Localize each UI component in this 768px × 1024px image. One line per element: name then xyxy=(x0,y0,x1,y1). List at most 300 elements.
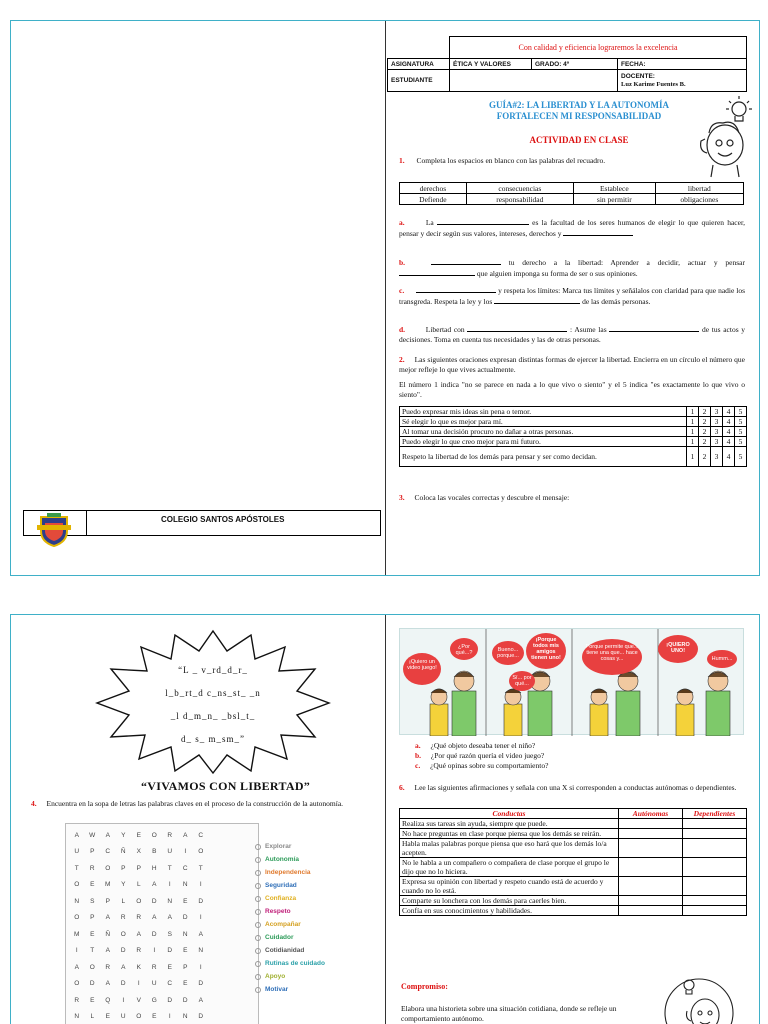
rating-option[interactable]: 1 xyxy=(687,407,699,417)
q1-item-d xyxy=(399,324,745,344)
word-search-letter[interactable]: D xyxy=(89,980,95,988)
rating-option[interactable]: 2 xyxy=(699,427,711,437)
checkbox-circle-icon[interactable] xyxy=(255,896,261,902)
word-search-letter[interactable]: A xyxy=(136,930,141,938)
word-search-letter[interactable]: S xyxy=(90,897,95,905)
word-search-row xyxy=(69,844,255,861)
keyword-label: Independencia xyxy=(265,869,311,876)
q5-item-b xyxy=(415,751,735,761)
conduct-statement: Habla malas palabras porque piensa que eso hará que los demás lo/a acepten. xyxy=(400,839,619,858)
word-search-letter[interactable]: P xyxy=(105,897,110,905)
autonomous-checkbox-cell[interactable] xyxy=(619,858,683,877)
rating-row xyxy=(400,407,747,417)
keyword-label: Acompañar xyxy=(265,921,301,928)
guide-title-line-1: GUÍA#2: LA LIBERTAD Y LA AUTONOMÍA xyxy=(489,100,669,110)
word-search-letter[interactable]: A xyxy=(183,831,188,839)
word-search-letter[interactable]: I xyxy=(184,848,187,856)
word-search-letter[interactable]: O xyxy=(74,881,80,889)
dependent-checkbox-cell[interactable] xyxy=(683,877,747,896)
word-search-letter[interactable]: R xyxy=(74,996,80,1004)
word-search-letter[interactable]: E xyxy=(183,980,188,988)
autonomous-checkbox-cell[interactable] xyxy=(619,877,683,896)
word-search-letter[interactable]: A xyxy=(152,881,157,889)
keyword-label: Respeto xyxy=(265,908,291,915)
q6-prompt-text: Lee las siguientes afirmaciones y señala con una X si corresponden a conductas autónomas o dependientes. xyxy=(414,783,737,792)
keyword-item xyxy=(255,879,325,892)
rating-option[interactable]: 4 xyxy=(723,417,735,427)
word-search-letter[interactable]: C xyxy=(198,831,204,839)
dependent-checkbox-cell[interactable] xyxy=(683,839,747,858)
vowel-puzzle-line-2: l_b_rt_d c_ns_st_ _n xyxy=(165,688,261,698)
word-search-letter[interactable]: P xyxy=(136,864,141,872)
word-search-row xyxy=(69,827,255,844)
word-search-letter[interactable]: D xyxy=(120,980,126,988)
word-search-letter[interactable]: A xyxy=(152,914,157,922)
q5-a-letter: a. xyxy=(415,741,421,750)
word-search-letter[interactable]: W xyxy=(89,831,96,839)
checkbox-circle-icon[interactable] xyxy=(255,909,261,915)
word-search-letter[interactable]: M xyxy=(105,881,111,889)
word-search-letter[interactable]: N xyxy=(198,947,204,955)
blank-field[interactable] xyxy=(563,228,633,236)
rating-statement: Al tomar una decisión procuro no dañar a otras personas. xyxy=(400,427,687,437)
rating-option[interactable]: 2 xyxy=(699,437,711,447)
word-search-letter[interactable]: R xyxy=(136,914,142,922)
checkbox-circle-icon[interactable] xyxy=(255,961,261,967)
word-search-letter[interactable]: U xyxy=(120,1013,126,1021)
word-search-letter[interactable]: O xyxy=(198,848,204,856)
word-search-letter[interactable]: O xyxy=(74,980,80,988)
conduct-row xyxy=(400,877,747,896)
q5-b-letter: b. xyxy=(415,751,422,760)
q1-c-text-2: de las demás personas. xyxy=(582,296,651,306)
rating-statement: Puedo expresar mis ideas sin pena o temor. xyxy=(400,407,687,417)
word-search-letter[interactable]: R xyxy=(105,963,111,971)
q1-d-text-2: : Asume las xyxy=(570,325,607,334)
word-search-row xyxy=(69,877,255,894)
word-search-letter[interactable]: O xyxy=(105,864,111,872)
word-search-letter[interactable]: Y xyxy=(121,831,126,839)
word-search-letter[interactable]: T xyxy=(90,947,95,955)
keyword-label: Rutinas de cuidado xyxy=(265,960,325,967)
rating-option[interactable]: 1 xyxy=(687,427,699,437)
rating-option[interactable]: 4 xyxy=(723,427,735,437)
rating-statement: Puedo elegir lo que creo mejor para mi futuro. xyxy=(400,437,687,447)
word-search-letter[interactable]: U xyxy=(151,980,157,988)
word-search-row xyxy=(69,976,255,993)
q1-prompt-text: Completa los espacios en blanco con las palabras del recuadro. xyxy=(416,156,606,165)
word-search-letter[interactable]: A xyxy=(198,996,203,1004)
keyword-item xyxy=(255,905,325,918)
keyword-item xyxy=(255,944,325,957)
rating-option[interactable]: 5 xyxy=(735,417,747,427)
footer-separator xyxy=(86,511,87,535)
rating-option[interactable]: 4 xyxy=(723,447,735,467)
word-search-letter[interactable]: E xyxy=(183,897,188,905)
blank-field[interactable] xyxy=(399,268,475,276)
word-search-letter[interactable]: A xyxy=(105,914,110,922)
checkbox-circle-icon[interactable] xyxy=(255,870,261,876)
q1-item-b xyxy=(399,257,745,278)
blank-field[interactable] xyxy=(437,217,529,225)
word-search-row xyxy=(69,926,255,943)
word-search-letter[interactable]: N xyxy=(182,881,188,889)
subject-value: ÉTICA Y VALORES xyxy=(450,59,532,70)
word-search-letter[interactable]: R xyxy=(151,963,157,971)
word-search-letter[interactable]: D xyxy=(167,947,173,955)
self-rating-table xyxy=(399,406,747,467)
comic-bubble: ¡Porque todos mis amigos tienen uno! xyxy=(531,637,561,661)
word-search-letter[interactable]: N xyxy=(74,1013,80,1021)
q1-d-text-1: Libertad con xyxy=(425,325,465,334)
word-search-letter[interactable]: R xyxy=(89,864,95,872)
keyword-label: Motivar xyxy=(265,986,289,993)
q2-note: El número 1 indica "no se parece en nada a lo que vivo o siento" y el 5 indica "es exactamente lo que vivo o siento". xyxy=(399,380,745,399)
word-search-letter[interactable]: I xyxy=(153,947,156,955)
word-search-row xyxy=(69,943,255,960)
q1-b-text-2: que alguien imponga su forma de ser o sus opiniones. xyxy=(476,268,638,278)
starburst-frame-icon xyxy=(93,629,333,775)
rating-option[interactable]: 5 xyxy=(735,407,747,417)
conduct-row xyxy=(400,896,747,906)
word-search-letter[interactable]: N xyxy=(182,1013,188,1021)
blank-field[interactable] xyxy=(467,324,567,332)
word-search-letter[interactable]: T xyxy=(74,864,79,872)
conduct-statement: No hace preguntas en clase porque piensa que los demás se reirán. xyxy=(400,829,619,839)
blank-field[interactable] xyxy=(431,257,501,265)
q2-number: 2. xyxy=(399,355,405,364)
word-search-letter[interactable]: P xyxy=(90,848,95,856)
word-search-letter[interactable]: P xyxy=(121,864,126,872)
word-bank-cell: obligaciones xyxy=(655,194,743,205)
checkbox-circle-icon[interactable] xyxy=(255,857,261,863)
q1-d-letter: d. xyxy=(399,325,406,334)
rating-option[interactable]: 4 xyxy=(723,437,735,447)
activity-title: ACTIVIDAD EN CLASE xyxy=(529,135,629,145)
q5-item-a xyxy=(415,741,735,751)
word-search-letter[interactable]: L xyxy=(121,897,126,905)
word-bank-cell: sin permitir xyxy=(573,194,655,205)
word-search-letter[interactable]: D xyxy=(120,947,126,955)
word-search-letter[interactable]: U xyxy=(74,848,80,856)
q3-prompt xyxy=(399,493,745,503)
keyword-item xyxy=(255,892,325,905)
word-search-letter[interactable]: O xyxy=(89,963,95,971)
q1-a-text-1: La xyxy=(425,218,434,227)
rating-option[interactable]: 3 xyxy=(711,447,723,467)
rating-option[interactable]: 1 xyxy=(687,437,699,447)
rating-option[interactable]: 3 xyxy=(711,437,723,447)
word-search-letter[interactable]: E xyxy=(136,831,141,839)
rating-option[interactable]: 5 xyxy=(735,447,747,467)
word-search-letter[interactable]: A xyxy=(121,963,126,971)
word-search-letter[interactable]: C xyxy=(105,848,111,856)
autonomous-checkbox-cell[interactable] xyxy=(619,906,683,916)
comic-bubble: Porque permite que... tiene una que... hace cosas y... xyxy=(585,644,639,662)
q5-a-text: ¿Qué objeto deseaba tener el niño? xyxy=(430,741,536,750)
keyword-label: Autonomía xyxy=(265,856,299,863)
checkbox-circle-icon[interactable] xyxy=(255,844,261,850)
keyword-item xyxy=(255,983,325,996)
word-search-letter[interactable]: D xyxy=(198,897,204,905)
word-search-letter[interactable]: D xyxy=(151,897,157,905)
word-search-letter[interactable]: Y xyxy=(121,881,126,889)
q1-b-letter: b. xyxy=(399,258,406,267)
q1-item-a xyxy=(399,217,745,238)
comic-strip xyxy=(399,628,744,735)
word-search-letter[interactable]: E xyxy=(183,947,188,955)
dependent-col-header: Dependientes xyxy=(683,809,747,819)
autonomous-checkbox-cell[interactable] xyxy=(619,839,683,858)
checkbox-circle-icon[interactable] xyxy=(255,987,261,993)
word-search-letter[interactable]: T xyxy=(167,864,172,872)
school-name: COLEGIO SANTOS APÓSTOLES xyxy=(161,515,285,524)
word-search-grid[interactable] xyxy=(69,827,255,1024)
rating-option[interactable]: 4 xyxy=(723,407,735,417)
word-search-letter[interactable]: L xyxy=(90,1013,95,1021)
word-search-letter[interactable]: D xyxy=(182,996,188,1004)
teacher-name: Luz Karime Fuentes B. xyxy=(621,80,686,88)
conduct-row xyxy=(400,858,747,877)
word-search-letter[interactable]: E xyxy=(90,930,95,938)
q1-number: 1. xyxy=(399,156,405,165)
rating-row xyxy=(400,417,747,427)
conduct-row xyxy=(400,839,747,858)
word-bank-cell: consecuencias xyxy=(466,183,573,194)
rating-row xyxy=(400,447,747,467)
blank-field[interactable] xyxy=(416,285,496,293)
guide-title xyxy=(429,100,729,122)
rating-option[interactable]: 3 xyxy=(711,417,723,427)
conduct-statement: Comparte su lonchera con los demás para caerles bien. xyxy=(400,896,619,906)
conduct-row xyxy=(400,819,747,829)
word-search-letter[interactable]: A xyxy=(167,914,172,922)
word-search-letter[interactable]: I xyxy=(168,1013,171,1021)
rating-option[interactable]: 1 xyxy=(687,417,699,427)
conduct-statement: Realiza sus tareas sin ayuda, siempre que puede. xyxy=(400,819,619,829)
word-search-letter[interactable]: V xyxy=(136,996,141,1004)
q1-a-text-2: es la facultad de los seres humanos de elegir lo que quieren hacer, pensar y decir según sus valores, intereses, derechos y xyxy=(399,218,746,238)
keyword-label: Confianza xyxy=(265,895,297,902)
q2-prompt xyxy=(399,355,745,374)
q1-a-letter: a. xyxy=(399,218,405,227)
q6-prompt xyxy=(399,783,745,793)
keyword-label: Explorar xyxy=(265,843,292,850)
rating-option[interactable]: 2 xyxy=(699,417,711,427)
word-search-row xyxy=(69,910,255,927)
q5-item-c xyxy=(415,761,735,771)
word-search-letter[interactable]: N xyxy=(167,897,173,905)
rating-option[interactable]: 2 xyxy=(699,447,711,467)
dependent-checkbox-cell[interactable] xyxy=(683,829,747,839)
autonomous-checkbox-cell[interactable] xyxy=(619,896,683,906)
vowel-puzzle-line-1: “L _ v_rd_d_r_ xyxy=(178,665,248,675)
word-bank-cell: derechos xyxy=(400,183,467,194)
subject-label: ASIGNATURA xyxy=(388,59,450,70)
keyword-label: Cotidianidad xyxy=(265,947,305,954)
word-search-letter[interactable]: I xyxy=(199,914,202,922)
word-search-letter[interactable]: O xyxy=(74,914,80,922)
word-search-letter[interactable]: K xyxy=(136,963,141,971)
vowel-puzzle-line-4: d_ s_ m_sm_” xyxy=(180,734,245,744)
word-search-letter[interactable]: O xyxy=(136,1013,142,1021)
word-search-letter[interactable]: P xyxy=(183,963,188,971)
word-search-letter[interactable]: E xyxy=(105,1013,110,1021)
comic-bubble: ¿Por qué...? xyxy=(455,644,473,656)
keyword-label: Apoyo xyxy=(265,973,286,980)
word-search-row xyxy=(69,959,255,976)
comic-bubble: Bueno... porque... xyxy=(497,647,519,659)
word-search-letter[interactable]: U xyxy=(167,848,173,856)
word-search-letter[interactable]: O xyxy=(136,897,142,905)
q4-number: 4. xyxy=(31,799,37,808)
comic-bubble: ¡QUIERO UNO! xyxy=(666,642,690,654)
word-search-letter[interactable]: M xyxy=(74,930,80,938)
q1-b-text-1: tu derecho a la libertad: Aprender a decidir, actuar y pensar xyxy=(508,258,745,267)
vowel-puzzle-line-3: _l d_m_n_ _bsl_t_ xyxy=(170,711,256,721)
word-search-letter[interactable]: R xyxy=(167,831,173,839)
blank-field[interactable] xyxy=(494,296,580,304)
word-bank-cell: Establece xyxy=(573,183,655,194)
page-2 xyxy=(10,614,760,1024)
word-search-letter[interactable]: A xyxy=(74,831,79,839)
word-search-letter[interactable]: C xyxy=(167,980,173,988)
checkbox-circle-icon[interactable] xyxy=(255,935,261,941)
blank-field[interactable] xyxy=(609,324,699,332)
conduct-row xyxy=(400,829,747,839)
word-search-letter[interactable]: D xyxy=(198,1013,204,1021)
word-search-letter[interactable]: Ñ xyxy=(105,930,111,938)
word-search-row xyxy=(69,992,255,1009)
word-search-letter[interactable]: E xyxy=(167,963,172,971)
page-1 xyxy=(10,20,760,576)
word-search-letter[interactable]: E xyxy=(90,996,95,1004)
word-search-letter[interactable]: D xyxy=(182,914,188,922)
dependent-checkbox-cell[interactable] xyxy=(683,858,747,877)
keyword-item xyxy=(255,918,325,931)
keyword-label: Seguridad xyxy=(265,882,297,889)
word-search-letter[interactable]: A xyxy=(198,930,203,938)
teacher-label: DOCENTE: xyxy=(621,72,655,80)
word-search-row xyxy=(69,860,255,877)
keyword-item xyxy=(255,853,325,866)
word-search-letter[interactable]: S xyxy=(167,930,172,938)
word-search-letter[interactable]: R xyxy=(120,914,126,922)
checkbox-circle-icon[interactable] xyxy=(255,974,261,980)
vivamos-title: “VIVAMOS CON LIBERTAD” xyxy=(141,779,311,793)
conduct-col-header: Conductas xyxy=(400,809,619,819)
grade-label: GRADO: 4º xyxy=(532,59,618,70)
word-bank-cell: Defiende xyxy=(400,194,467,205)
word-search-letter[interactable]: O xyxy=(120,930,126,938)
word-search-letter[interactable]: H xyxy=(151,864,157,872)
word-search-letter[interactable]: I xyxy=(137,980,140,988)
school-shield-logo-icon xyxy=(37,511,71,547)
rating-option[interactable]: 3 xyxy=(711,427,723,437)
word-search-letter[interactable]: B xyxy=(152,848,157,856)
word-search-letter[interactable]: I xyxy=(199,881,202,889)
word-search-letter[interactable]: Ñ xyxy=(120,848,126,856)
word-search-letter[interactable]: R xyxy=(136,947,142,955)
dependent-checkbox-cell[interactable] xyxy=(683,906,747,916)
autonomous-checkbox-cell[interactable] xyxy=(619,819,683,829)
word-search-letter[interactable]: D xyxy=(198,980,204,988)
keyword-item xyxy=(255,970,325,983)
word-search-letter[interactable]: D xyxy=(151,930,157,938)
comic-bubble: Sí... por qué... xyxy=(512,675,532,687)
teacher-cell xyxy=(618,70,747,92)
comic-bubble: Humm... xyxy=(711,656,733,662)
checkbox-circle-icon[interactable] xyxy=(255,922,261,928)
word-search-letter[interactable]: E xyxy=(90,881,95,889)
word-search-letter[interactable]: D xyxy=(167,996,173,1004)
q5-c-text: ¿Qué opinas sobre su comportamiento? xyxy=(430,761,549,770)
checkbox-circle-icon[interactable] xyxy=(255,883,261,889)
word-search-letter[interactable]: I xyxy=(122,996,125,1004)
word-search-letter[interactable]: T xyxy=(198,864,203,872)
word-search-letter[interactable]: O xyxy=(151,831,157,839)
word-search-letter[interactable]: N xyxy=(182,930,188,938)
compromiso-text: Elabora una historieta sobre una situación cotidiana, donde se refleje un comportamiento autónomo. xyxy=(401,1004,617,1023)
word-search-letter[interactable]: A xyxy=(105,947,110,955)
word-search-letter[interactable]: L xyxy=(136,881,141,889)
q1-prompt xyxy=(399,156,739,166)
rating-statement: Sé elegir lo que es mejor para mí. xyxy=(400,417,687,427)
word-search-letter[interactable]: E xyxy=(152,1013,157,1021)
word-search-letter[interactable]: A xyxy=(105,980,110,988)
rating-option[interactable]: 5 xyxy=(735,427,747,437)
rating-statement: Respeto la libertad de los demás para pensar y ser como decidan. xyxy=(400,447,687,467)
word-search-letter[interactable]: Q xyxy=(105,996,111,1004)
rating-option[interactable]: 3 xyxy=(711,407,723,417)
motto: Con calidad y eficiencia lograremos la excelencia xyxy=(450,37,747,59)
keyword-item xyxy=(255,840,325,853)
q1-item-c xyxy=(399,285,745,306)
guide-title-line-2: FORTALECEN MI RESPONSABILIDAD xyxy=(496,111,662,121)
word-search-letter[interactable]: G xyxy=(151,996,157,1004)
q1-d-text-3: de tus actos y decisiones. Toma en cuenta tus necesidades y las de otras personas. xyxy=(399,325,746,344)
keyword-label: Cuidador xyxy=(265,934,294,941)
word-search-letter[interactable]: A xyxy=(105,831,110,839)
word-search-letter[interactable]: N xyxy=(74,897,80,905)
word-search-letter[interactable]: P xyxy=(90,914,95,922)
word-search-row xyxy=(69,893,255,910)
rating-option[interactable]: 1 xyxy=(687,447,699,467)
q6-number: 6. xyxy=(399,783,405,792)
student-field[interactable] xyxy=(450,70,618,92)
word-search-letter[interactable]: I xyxy=(199,963,202,971)
word-search-letter[interactable]: I xyxy=(168,881,171,889)
autonomous-checkbox-cell[interactable] xyxy=(619,829,683,839)
rating-option[interactable]: 2 xyxy=(699,407,711,417)
rating-option[interactable]: 5 xyxy=(735,437,747,447)
word-bank-table xyxy=(399,182,744,205)
q3-prompt-text: Coloca las vocales correctas y descubre el mensaje: xyxy=(414,493,570,502)
q4-prompt-text: Encuentra en la sopa de letras las palabras claves en el proceso de la construcción de la autonomía. xyxy=(46,799,344,808)
conduct-statement: No le habla a un compañero o compañera de clase porque el grupo le dijo que no lo hiciera. xyxy=(400,858,619,877)
keyword-item xyxy=(255,931,325,944)
page-1-center-divider xyxy=(385,21,386,575)
dependent-checkbox-cell[interactable] xyxy=(683,896,747,906)
rating-row xyxy=(400,427,747,437)
conduct-statement: Confía en sus conocimientos y habilidades. xyxy=(400,906,619,916)
word-search-letter[interactable]: A xyxy=(74,963,79,971)
word-search-letter[interactable]: X xyxy=(136,848,141,856)
word-search-letter[interactable]: I xyxy=(75,947,78,955)
checkbox-circle-icon[interactable] xyxy=(255,948,261,954)
word-search-letter[interactable]: C xyxy=(182,864,188,872)
dependent-checkbox-cell[interactable] xyxy=(683,819,747,829)
